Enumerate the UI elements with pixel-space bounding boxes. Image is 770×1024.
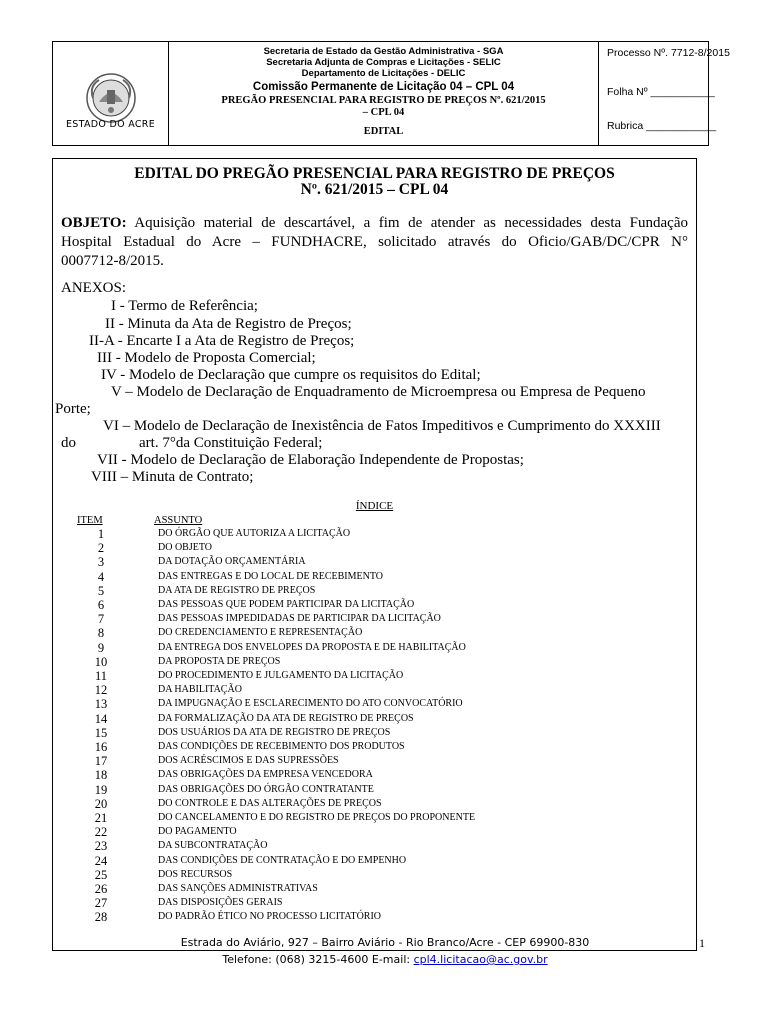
objeto-line-3: 0007712-8/2015. — [61, 253, 164, 269]
indice-item-subject: DO OBJETO — [158, 542, 212, 554]
indice-item-subject: DA HABILITAÇÃO — [158, 684, 242, 696]
header-process-cell — [599, 42, 730, 145]
indice-item-number: 9 — [97, 640, 105, 655]
folha-field: Folha Nº ___________ — [607, 86, 715, 98]
objeto-line-2: Hospital Estadual do Acre – FUNDHACRE, solicitado através do Oficio/GAB/DC/CPR N° — [61, 234, 688, 250]
indice-item-subject: DAS CONDIÇÕES DE RECEBIMENTO DOS PRODUTOS — [158, 741, 405, 752]
objeto-paragraph — [61, 214, 688, 271]
footer-contact — [0, 953, 770, 966]
header-line-cpl04: – CPL 04 — [362, 107, 405, 118]
indice-item-number: 28 — [94, 910, 108, 925]
anexos-label: ANEXOS: — [61, 280, 127, 296]
indice-item-subject: DAS DISPOSIÇÕES GERAIS — [158, 897, 283, 909]
indice-item-number: 13 — [94, 697, 108, 712]
indice-item-number: 4 — [97, 569, 105, 584]
indice-item-number: 19 — [94, 782, 108, 797]
edital-title: EDITAL DO PREGÃO PRESENCIAL PARA REGISTRO DE PREÇOS — [134, 165, 615, 182]
footer-phone: Telefone: (068) 3215-4600 E-mail: — [222, 953, 411, 966]
header-line-selic: Secretaria Adjunta de Compras e Licitações - SELIC — [266, 57, 501, 68]
indice-item-subject: DA ATA DE REGISTRO DE PREÇOS — [158, 584, 316, 596]
indice-item-subject: DAS PESSOAS IMPEDIDADAS DE PARTICIPAR DA LICITAÇÃO — [158, 613, 441, 625]
footer-address: Estrada do Aviário, 927 – Bairro Aviário - Rio Branco/Acre - CEP 69900-830 — [180, 936, 590, 949]
indice-item-subject: DO CONTROLE E DAS ALTERAÇÕES DE PREÇOS — [158, 797, 382, 809]
indice-item-subject: DA DOTAÇÃO ORÇAMENTÁRIA — [158, 556, 306, 568]
header-logo-cell — [53, 42, 169, 145]
indice-item-number: 20 — [94, 796, 108, 811]
indice-item-subject: DAS ENTREGAS E DO LOCAL DE RECEBIMENTO — [158, 570, 383, 582]
indice-item-number: 17 — [94, 754, 108, 769]
indice-item-subject: DO PROCEDIMENTO E JULGAMENTO DA LICITAÇÃO — [158, 670, 404, 681]
anexo-item: II - Minuta da Ata de Registro de Preços; — [105, 316, 352, 332]
footer-email-link[interactable]: cpl4.licitacao@ac.gov.br — [413, 953, 548, 966]
edital-subtitle: Nº. 621/2015 – CPL 04 — [300, 181, 449, 198]
indice-item-subject: DOS USUÁRIOS DA ATA DE REGISTRO DE PREÇOS — [158, 726, 391, 738]
anexo-item: VII - Modelo de Declaração de Elaboração Independente de Propostas; — [97, 452, 524, 468]
indice-item-number: 6 — [97, 598, 105, 612]
indice-item-number: 5 — [97, 583, 105, 598]
indice-item-number: 14 — [94, 711, 108, 726]
indice-item-subject: DOS RECURSOS — [158, 868, 233, 880]
anexo-item-continuation: art. 7°da Constituição Federal; — [139, 435, 323, 451]
indice-item-number: 11 — [94, 669, 108, 683]
anexo-item: II-A - Encarte I a Ata de Registro de Preços; — [89, 333, 355, 349]
edital-body — [52, 158, 697, 951]
indice-item-number: 3 — [97, 555, 105, 570]
anexo-item: III - Modelo de Proposta Comercial; — [97, 350, 316, 366]
state-seal-icon — [85, 72, 137, 124]
indice-item-number: 22 — [94, 825, 108, 840]
indice-item-number: 25 — [94, 867, 108, 882]
indice-item-number: 18 — [94, 768, 108, 783]
indice-item-subject: DA FORMALIZAÇÃO DA ATA DE REGISTRO DE PREÇOS — [158, 712, 414, 724]
header-title-cell — [169, 42, 599, 145]
indice-item-subject: DO PAGAMENTO — [158, 826, 237, 838]
indice-item-number: 15 — [94, 725, 108, 740]
indice-item-number: 21 — [94, 811, 108, 825]
indice-item-number: 10 — [94, 654, 108, 669]
indice-item-number: 1 — [97, 527, 105, 541]
indice-item-subject: DO CANCELAMENTO E DO REGISTRO DE PREÇOS DO PROPONENTE — [158, 812, 476, 823]
indice-item-subject: DAS PESSOAS QUE PODEM PARTICIPAR DA LICITAÇÃO — [158, 599, 415, 610]
indice-item-number: 27 — [94, 896, 108, 911]
rubrica-field: Rubrica ____________ — [607, 120, 717, 132]
anexo-item: I - Termo de Referência; — [111, 298, 258, 314]
indice-item-number: 26 — [94, 882, 108, 896]
header-line-pregao: PREGÃO PRESENCIAL PARA REGISTRO DE PREÇOS Nº. 621/2015 — [221, 95, 546, 106]
indice-col-assunto: ASSUNTO — [154, 515, 203, 526]
indice-title: ÍNDICE — [355, 500, 394, 512]
indice-item-subject: DOS ACRÉSCIMOS E DAS SUPRESSÕES — [158, 755, 339, 767]
indice-item-subject: DA IMPUGNAÇÃO E ESCLARECIMENTO DO ATO CONVOCATÓRIO — [158, 698, 463, 710]
indice-item-subject: DO ÓRGÃO QUE AUTORIZA A LICITAÇÃO — [158, 528, 351, 539]
indice-item-number: 23 — [94, 839, 108, 854]
anexo-item: VIII – Minuta de Contrato; — [91, 469, 254, 485]
objeto-label: OBJETO: — [61, 215, 127, 231]
indice-item-subject: DO CREDENCIAMENTO E REPRESENTAÇÃO — [158, 627, 363, 639]
header-line-edital: EDITAL — [363, 126, 404, 137]
anexo-item: VI – Modelo de Declaração de Inexistência de Fatos Impeditivos e Cumprimento do XXXIII — [103, 418, 661, 434]
indice-item-subject: DAS SANÇÕES ADMINISTRATIVAS — [158, 883, 318, 894]
indice-item-subject: DAS OBRIGAÇÕES DA EMPRESA VENCEDORA — [158, 769, 373, 781]
header-line-cpl: Comissão Permanente de Licitação 04 – CPL 04 — [252, 81, 515, 93]
anexo-item-continuation: do — [61, 435, 76, 451]
document-header — [52, 41, 730, 146]
indice-item-number: 12 — [94, 683, 108, 698]
indice-item-subject: DA SUBCONTRATAÇÃO — [158, 840, 268, 852]
indice-item-number: 2 — [97, 541, 105, 556]
header-line-sga: Secretaria de Estado da Gestão Administrativa - SGA — [263, 46, 504, 57]
indice-item-subject: DAS OBRIGAÇÕES DO ÓRGÃO CONTRATANTE — [158, 783, 374, 795]
objeto-line-1: OBJETO: Aquisição material de descartável, a fim de atender as necessidades desta Fundação — [61, 215, 688, 231]
indice-item-number: 8 — [97, 626, 105, 641]
header-line-delic: Departamento de Licitações - DELIC — [301, 68, 466, 79]
anexo-item: IV - Modelo de Declaração que cumpre os requisitos do Edital; — [101, 367, 481, 383]
anexo-item-continuation: Porte; — [55, 401, 91, 417]
page-number: 1 — [699, 936, 705, 950]
state-label: ESTADO DO ACRE — [66, 119, 155, 130]
indice-item-subject: DO PADRÃO ÉTICO NO PROCESSO LICITATÓRIO — [158, 911, 382, 923]
indice-item-number: 7 — [97, 612, 105, 627]
indice-item-subject: DA PROPOSTA DE PREÇOS — [158, 655, 281, 667]
indice-item-subject: DA ENTREGA DOS ENVELOPES DA PROPOSTA E DE HABILITAÇÃO — [158, 641, 466, 653]
indice-item-number: 24 — [94, 853, 108, 868]
indice-col-item: ITEM — [77, 515, 103, 526]
indice-item-subject: DAS CONDIÇÕES DE CONTRATAÇÃO E DO EMPENHO — [158, 854, 407, 866]
indice-item-number: 16 — [94, 740, 108, 754]
anexo-item: V – Modelo de Declaração de Enquadramento de Microempresa ou Empresa de Pequeno — [111, 384, 646, 400]
processo-number: Processo Nº. 7712-8/2015 — [607, 47, 730, 59]
